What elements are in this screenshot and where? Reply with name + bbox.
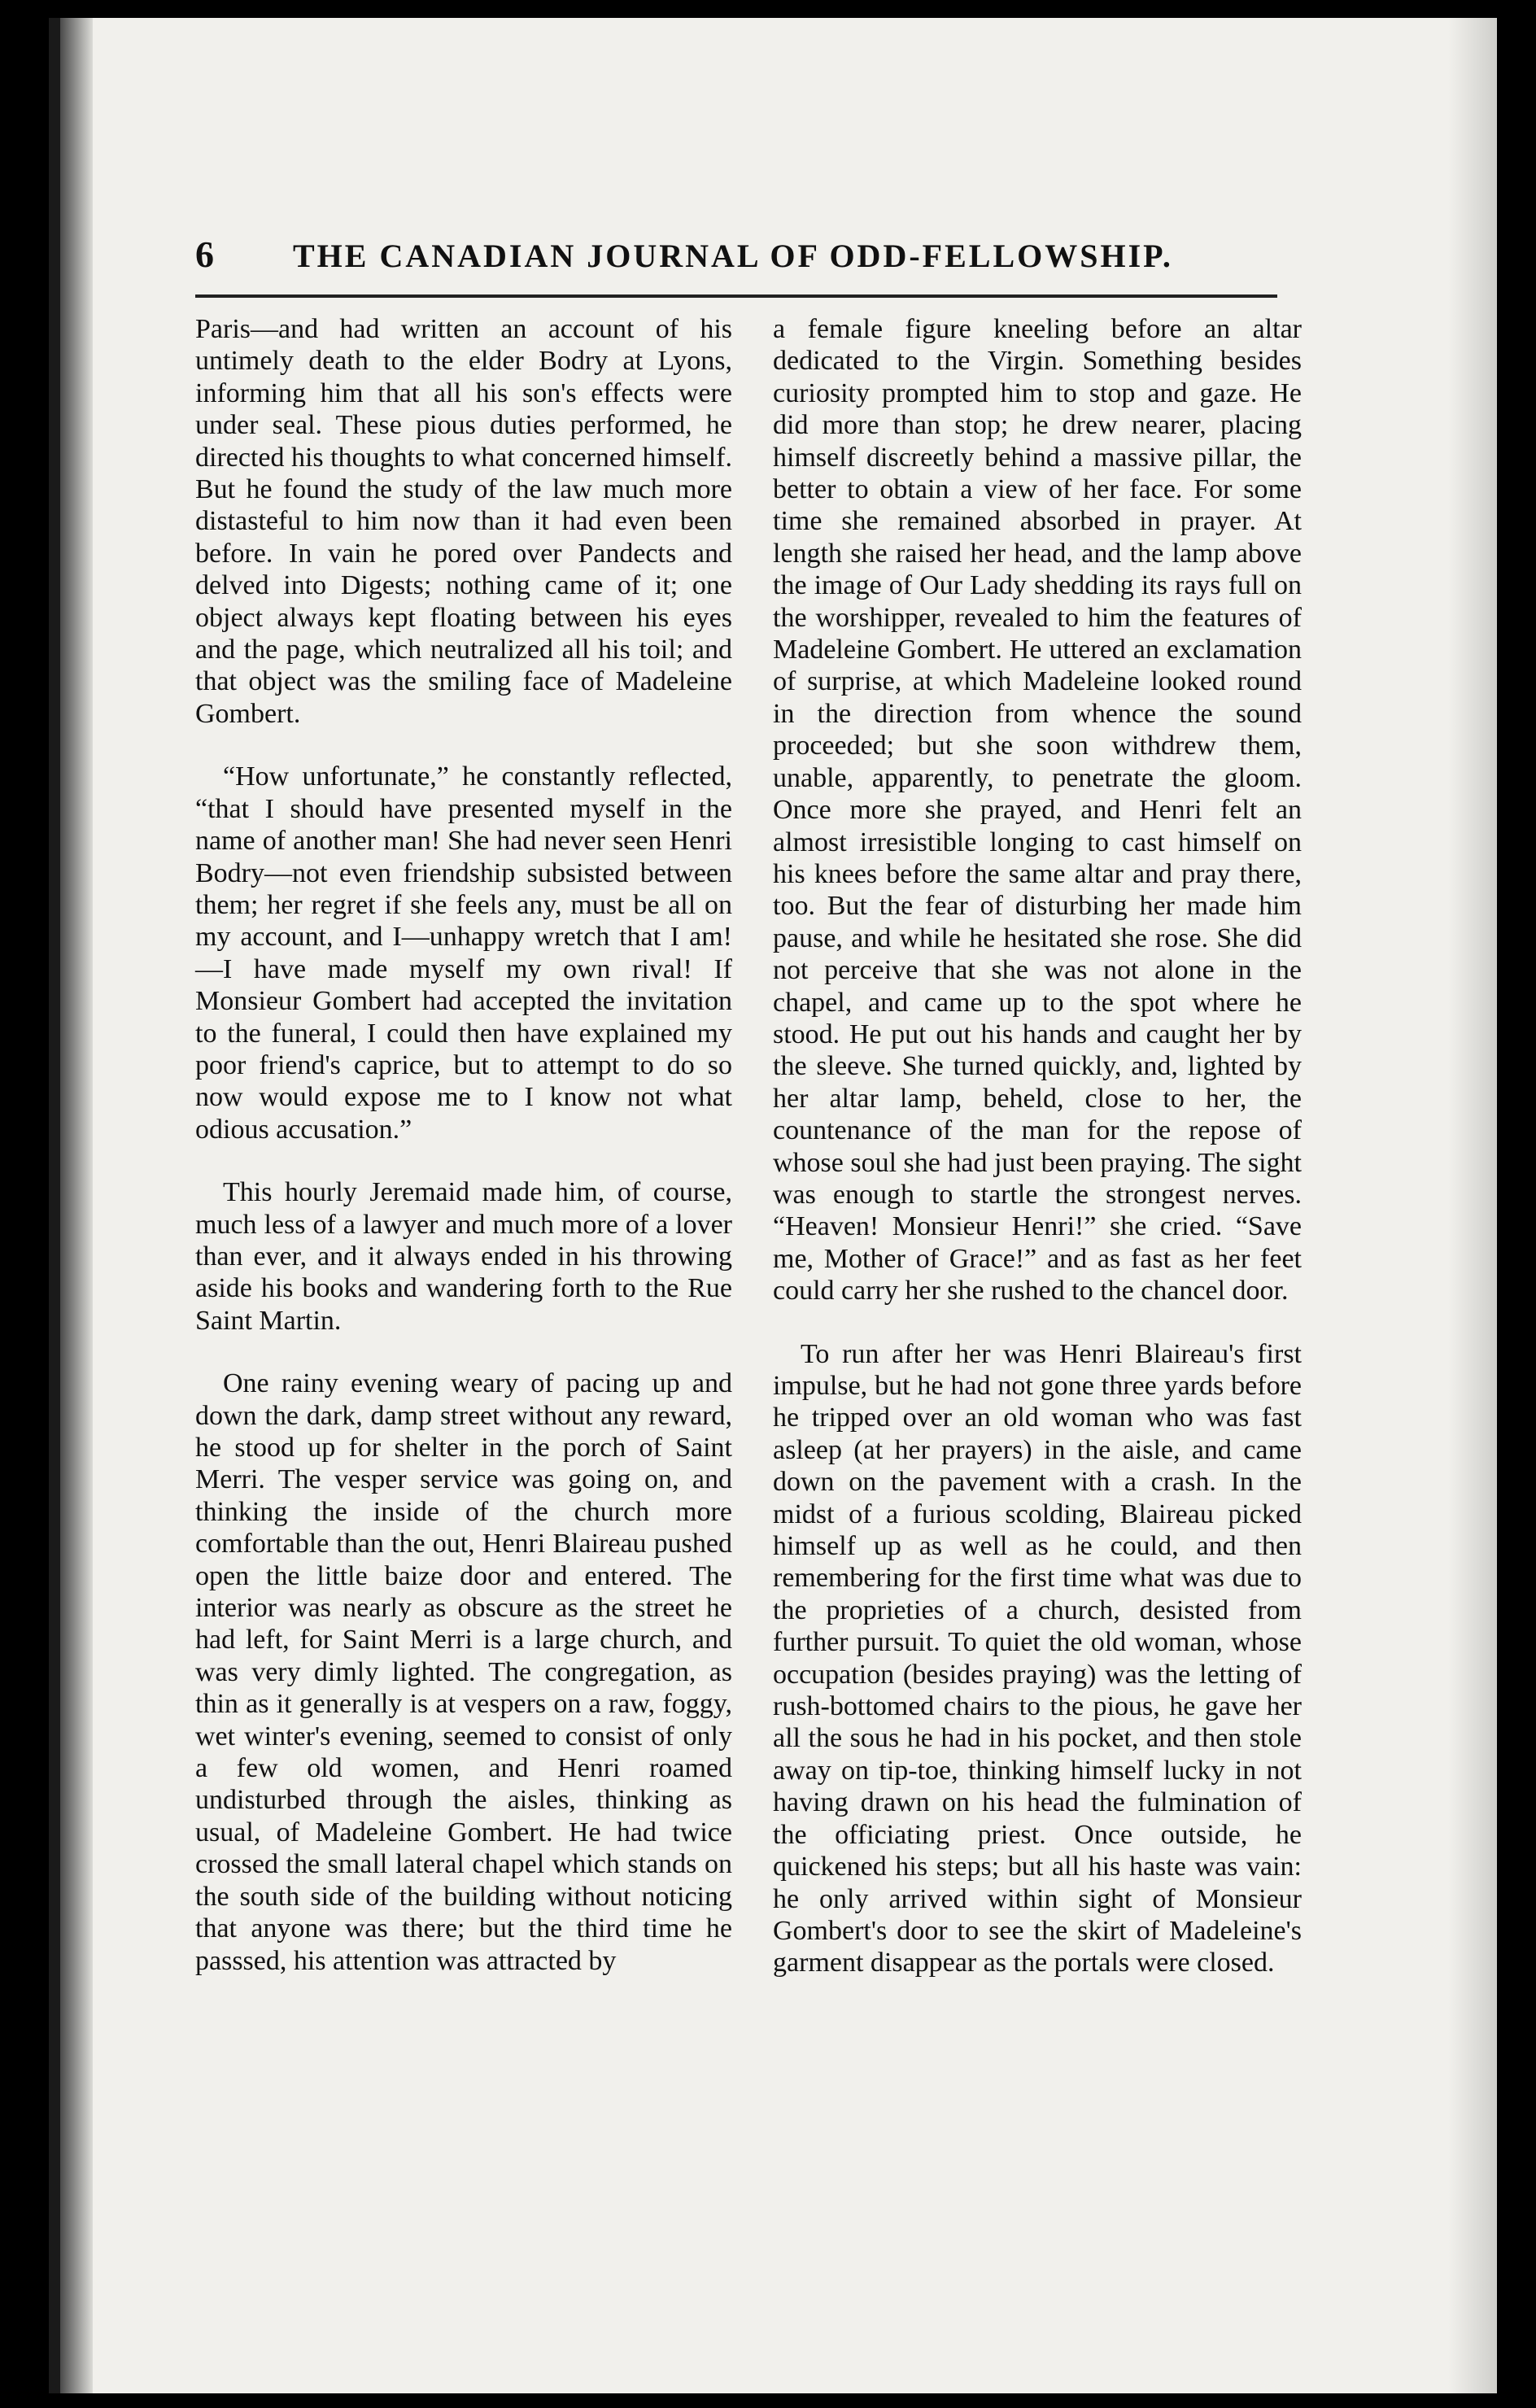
page-edge-shadow bbox=[1448, 18, 1497, 2393]
paragraph: Paris—and had written an account of his untimely death to the elder Bodry at Lyons, informing him that all his son's effects were under seal. These pious duties performed, he directed his thoughts to what concerned himself. But he found the study of the law much more distasteful to him now than it had even been before. In vain he pored over Pandects and delved into Digests; nothing came of it; one object always kept floating between his eyes and the page, which neutralized all his toil; and that object was the smiling face of Madeleine Gombert. bbox=[195, 314, 732, 729]
paragraph: a female figure kneeling before an altar dedicated to the Virgin. Something besides curiosity prompted him to stop and gaze. He did more than stop; he drew nearer, placing himself discreetly behind a massive pillar, the better to obtain a view of her face. For some time she remained absorbed in prayer. At length she raised her head, and the lamp above the image of Our Lady shedding its rays full on the worshipper, revealed to him the features of Madeleine Gombert. He uttered an exclamation of surprise, at which Madeleine looked round in the direction from whence the sound proceeded; but she soon withdrew them, unable, apparently, to penetrate the gloom. Once more she prayed, and Henri felt an almost irresistible longing to cast himself on his knees before the same altar and pray there, too. But the fear of disturbing her made him pause, and while he hesitated she rose. She did not perceive that she was not alone in the chapel, and came up to the spot where he stood. He put out his hands and caught her by the sleeve. She turned quickly, and, lighted by her altar lamp, beheld, close to her, the countenance of the man for the repose of whose soul she had just been praying. The sight was enough to startle the strongest nerves. “Heaven! Monsieur Henri!” she cried. “Save me, Mother of Grace!” and as fast as her feet could carry her she rushed to the chancel door. bbox=[773, 314, 1303, 1307]
page-number: 6 bbox=[195, 233, 214, 275]
left-column bbox=[195, 313, 732, 2008]
paragraph: This hourly Jeremaid made him, of course, much less of a lawyer and much more of a lover than ever, and it always ended in his throwing aside his books and wandering forth to the Rue Saint Martin. bbox=[195, 1177, 732, 1336]
running-header bbox=[195, 233, 1261, 290]
paragraph: To run after her was Henri Blaireau's first impulse, but he had not gone three yards before he tripped over an old woman who was fast asleep (at her prayers) in the aisle, and came down on the pavement with a crash. In the midst of a furious scolding, Blaireau picked himself up as well as he could, and then remembering for the first time what was due to the proprieties of a church, desisted from further pursuit. To quiet the old woman, whose occupation (besides praying) was the letting of rush-bottomed chairs to the pious, he gave her all the sous he had in his pocket, and then stole away on tip-toe, thinking himself lucky in not having drawn on his head the fulmination of the officiating priest. Once outside, he quickened his steps; but all his haste was vain: he only arrived within sight of Monsieur Gombert's door to see the skirt of Madeleine's garment disappear as the portals were closed. bbox=[773, 1338, 1302, 1978]
paragraph: One rainy evening weary of pacing up and down the dark, damp street without any reward, he stood up for shelter in the porch of Saint Merri. The vesper service was going on, and thinking the inside of the church more comfortable than the out, Henri Blaireau pushed open the little baize door and entered. The interior was nearly as obscure as the street he had left, for Saint Merri is a large church, and was very dimly lighted. The congregation, as thin as it generally is at vespers on a raw, foggy, wet winter's evening, seemed to consist of only a few old women, and Henri roamed undisturbed through the aisles, thinking as usual, of Madeleine Gombert. He had twice crossed the small lateral chapel which stands on the south side of the building without noticing that anyone was there; but the third time he passsed, his attention was attracted by bbox=[195, 1368, 732, 1976]
header-rule bbox=[195, 294, 1277, 298]
right-column bbox=[773, 313, 1302, 2010]
paragraph: “How unfortunate,” he constantly reflected, “that I should have presented myself in the name of another man! She had never seen Henri Bodry—not even friendship subsisted between them; her regret if she feels any, must be all on my account, and I—unhappy wretch that I am!—I have made myself my own rival! If Monsieur Gombert had accepted the invitation to the funeral, I could then have explained my poor friend's caprice, but to attempt to do so now would expose me to I know not what odious accusation.” bbox=[195, 761, 732, 1145]
binding-shadow bbox=[60, 18, 93, 2393]
journal-title: THE CANADIAN JOURNAL OF ODD-FELLOWSHIP. bbox=[293, 238, 1173, 274]
